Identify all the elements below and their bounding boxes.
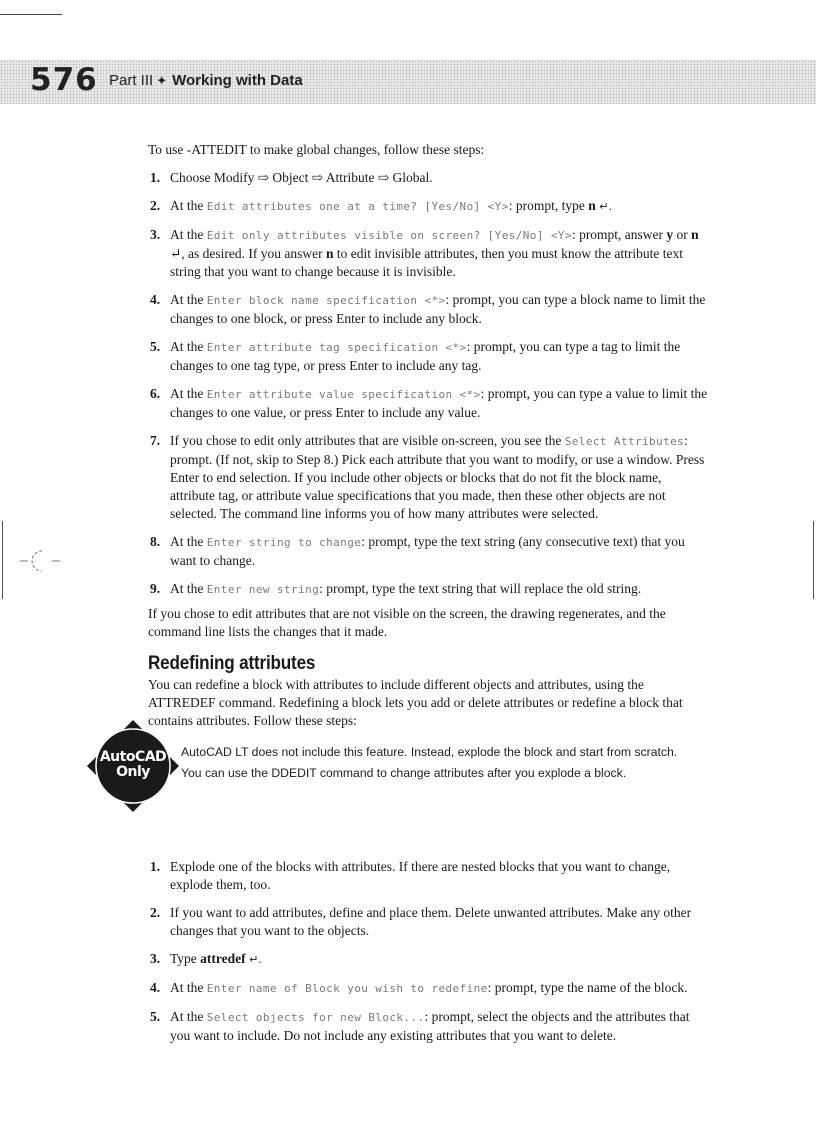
attredef-steps-list	[148, 858, 708, 1045]
page-body	[148, 141, 708, 1055]
list-item: 4. At the Enter name of Block you wish to redefine: prompt, type the name of the block.	[150, 980, 688, 995]
prompt-code: Edit attributes one at a time? [Yes/No] <Y>	[206, 200, 509, 213]
list-item: 2. If you want to add attributes, define and place them. Delete unwanted attributes. Make any other changes that you want to the objects.	[150, 905, 692, 938]
page-header	[0, 60, 816, 104]
list-item: 5. At the Enter attribute tag specification <*>: prompt, you can type a tag to limit the changes to one tag type, or press Enter to include any tag.	[150, 339, 681, 373]
separator-diamond-icon: ✦	[156, 73, 168, 88]
list-item: 1. Choose Modify ⇨ Object ⇨ Attribute ⇨ Global.	[150, 170, 433, 185]
prompt-code: Enter attribute tag specification <*>	[206, 341, 467, 354]
chapter-title: Working with Data	[172, 72, 303, 89]
page-number: 576	[30, 62, 98, 98]
prompt-code: Select objects for new Block...	[206, 1011, 425, 1024]
list-item: 7. If you chose to edit only attributes that are visible on-screen, you see the Select Attributes: prompt. (If not, skip to Step 8.) Pick each attribute that you want to modify, or use a window. Press Enter to end selection. If you include other objects or blocks that do not fit the block name, attribute tag, or attribute value specifications that you made, then these other objects are not selected. The command line informs you of how many attributes were selected.	[150, 433, 705, 521]
list-item: 6. At the Enter attribute value specification <*>: prompt, you can type a value to limit the changes to one value, or press Enter to include any value.	[150, 386, 708, 420]
prompt-code: Enter attribute value specification <*>	[206, 388, 481, 401]
badge-label-autocad: AutoCAD	[99, 749, 167, 765]
crop-mark-line	[0, 14, 62, 15]
note-line-1: AutoCAD LT does not include this feature. Instead, explode the block and start from scratch.	[181, 745, 678, 759]
prompt-code: Select Attributes	[564, 435, 685, 448]
list-item: 3. At the Edit only attributes visible on screen? [Yes/No] <Y>: prompt, answer y or n ↵, as desired. If you answer n to edit invisible attributes, then you must know the attribute text string that you want to change because it is invisible.	[150, 227, 699, 279]
list-item: 8. At the Enter string to change: prompt, type the text string (any consecutive text) that you want to change.	[150, 534, 685, 568]
prompt-code: Enter name of Block you wish to redefine	[206, 982, 488, 995]
command-text: attredef	[200, 951, 246, 966]
running-head	[109, 72, 303, 89]
list-item: 3. Type attredef ↵.	[150, 951, 262, 966]
autocad-only-note	[148, 742, 708, 832]
list-item: 5. At the Select objects for new Block...: prompt, select the objects and the attributes that you want to include. Do not include any existing attributes that you want to delete.	[150, 1009, 690, 1043]
list-item: 9. At the Enter new string: prompt, type the text string that will replace the old string.	[150, 581, 642, 596]
prompt-code: Enter block name specification <*>	[206, 294, 446, 307]
enter-key-icon: ↵.	[595, 200, 612, 213]
crosshair-mark-icon	[20, 550, 60, 572]
attedit-steps-list	[148, 169, 708, 599]
section-heading: Redefining attributes	[148, 653, 316, 674]
prompt-code: Edit only attributes visible on screen? [Yes/No] <Y>	[206, 229, 572, 242]
list-item: 1. Explode one of the blocks with attributes. If there are nested blocks that you want to change, explode them, too.	[150, 859, 671, 892]
prompt-code: Enter new string	[206, 583, 320, 596]
intro-paragraph: To use -ATTEDIT to make global changes, follow these steps:	[148, 142, 485, 157]
badge-label-only: Only	[116, 764, 150, 780]
section-intro-paragraph: You can redefine a block with attributes to include different objects and attributes, using the ATTREDEF command. Redefining a block lets you add or delete attributes or redefine a block that contains attributes. Follow these steps:	[148, 677, 683, 728]
margin-rule-left	[2, 521, 3, 599]
enter-key-icon: ↵.	[245, 953, 262, 966]
margin-rule-right	[813, 521, 814, 599]
note-line-2: You can use the DDEDIT command to change attributes after you explode a block.	[181, 766, 627, 780]
prompt-code: Enter string to change	[206, 536, 362, 549]
part-label: Part III	[109, 72, 154, 89]
list-item: 4. At the Enter block name specification <*>: prompt, you can type a block name to limit the changes to one block, or press Enter to include any block.	[150, 292, 706, 326]
list-item: 2. At the Edit attributes one at a time? [Yes/No] <Y>: prompt, type n ↵.	[150, 198, 612, 213]
after-steps-paragraph: If you chose to edit attributes that are not visible on the screen, the drawing regenerates, and the command line lists the changes that it made.	[148, 606, 666, 639]
